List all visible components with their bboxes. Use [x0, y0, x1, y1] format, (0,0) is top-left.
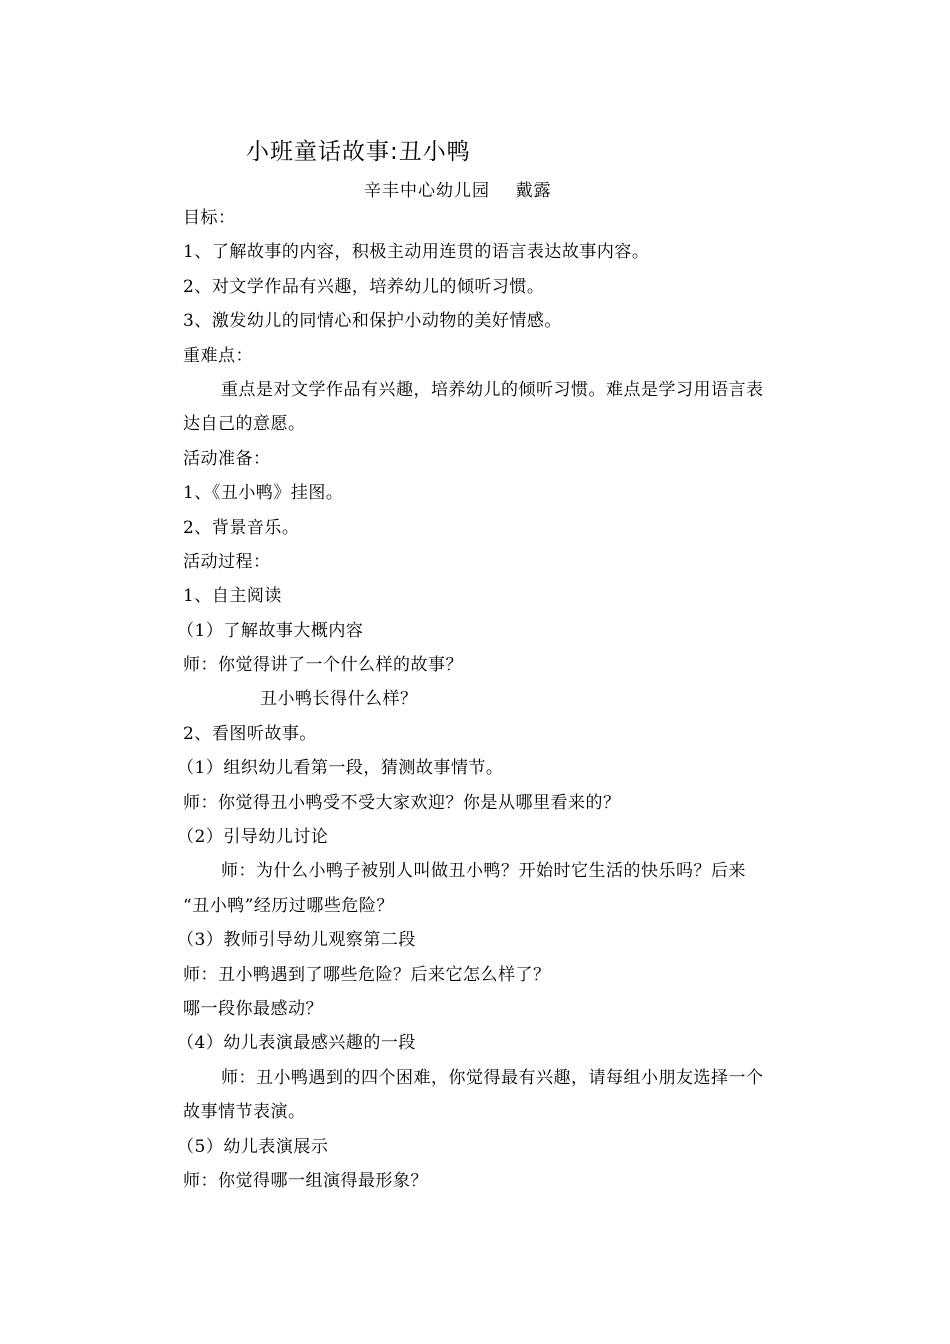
process-substep: （5）幼儿表演展示: [177, 1136, 329, 1157]
section-heading-key-points: 重难点：: [183, 345, 253, 366]
goal-item: 1、了解故事的内容，积极主动用连贯的语言表达故事内容。: [183, 242, 650, 263]
teacher-line: “丑小鸭”经历过哪些危险？: [183, 895, 394, 916]
teacher-line: 师：你觉得丑小鸭受不受大家欢迎？你是从哪里看来的？: [183, 792, 621, 813]
preparation-item: 2、背景音乐。: [183, 517, 300, 538]
process-step: 1、自主阅读: [183, 586, 282, 607]
teacher-line: 师：为什么小鸭子被别人叫做丑小鸭？开始时它生活的快乐吗？后来: [221, 861, 746, 882]
goal-item: 2、对文学作品有兴趣，培养幼儿的倾听习惯。: [183, 276, 545, 297]
teacher-line: 师：你觉得哪一组演得最形象？: [183, 1170, 428, 1191]
process-step: 2、看图听故事。: [183, 723, 317, 744]
document-body: [177, 201, 813, 1198]
teacher-line: 师：你觉得讲了一个什么样的故事？: [183, 655, 463, 676]
teacher-line: 哪一段你最感动？: [183, 998, 323, 1019]
teacher-line: 师：丑小鸭遇到了哪些危险？后来它怎么样了？: [183, 964, 551, 985]
teacher-line: 丑小鸭长得什么样？: [260, 689, 418, 710]
section-heading-goals: 目标：: [183, 208, 236, 228]
teacher-line: 师：丑小鸭遇到的四个困难，你觉得最有兴趣，请每组小朋友选择一个: [221, 1067, 764, 1088]
process-substep: （4）幼儿表演最感兴趣的一段: [177, 1033, 416, 1054]
process-substep: （3）教师引导幼儿观察第二段: [177, 930, 416, 951]
section-heading-preparation: 活动准备：: [183, 448, 271, 469]
process-substep: （1）了解故事大概内容: [177, 620, 364, 641]
paragraph-line: 达自己的意愿。: [183, 414, 306, 435]
process-substep: （1）组织幼儿看第一段，猜测故事情节。: [177, 758, 504, 779]
teacher-line: 故事情节表演。: [183, 1102, 306, 1123]
section-heading-process: 活动过程：: [183, 551, 271, 572]
process-substep: （2）引导幼儿讨论: [177, 827, 329, 848]
goal-item: 3、激发幼儿的同情心和保护小动物的美好情感。: [183, 311, 562, 332]
author-line: 辛丰中心幼儿园 戴露: [364, 181, 552, 201]
paragraph-line: 重点是对文学作品有兴趣，培养幼儿的倾听习惯。难点是学习用语言表: [221, 379, 764, 400]
document-title: 小班童话故事:丑小鸭: [246, 139, 471, 165]
preparation-item: 1、《丑小鸭》挂图。: [183, 483, 344, 504]
